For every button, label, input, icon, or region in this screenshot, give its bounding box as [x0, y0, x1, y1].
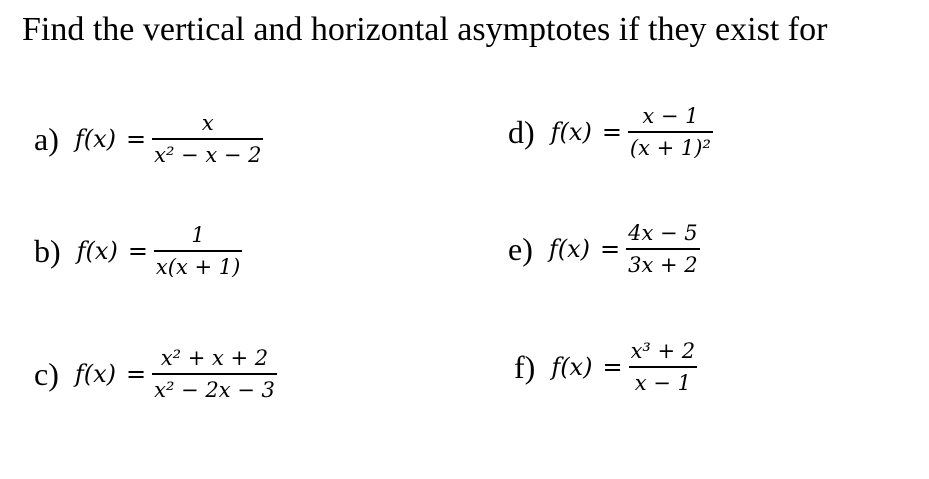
- problem-letter: e): [508, 230, 533, 267]
- numerator: x: [201, 111, 214, 135]
- fraction: [629, 338, 698, 396]
- equals-sign: =: [601, 117, 622, 146]
- equals-sign: =: [600, 234, 621, 263]
- denominator: 3x + 2: [628, 252, 698, 277]
- problem-letter: f): [514, 348, 536, 385]
- numerator: x² + x + 2: [160, 346, 269, 370]
- function-name: f(x): [548, 234, 591, 263]
- problem-letter: b): [34, 232, 61, 269]
- function-name: f(x): [551, 352, 593, 381]
- equals-sign: =: [602, 352, 623, 381]
- fraction-bar: [154, 250, 242, 252]
- problem-letter: d): [508, 113, 535, 150]
- denominator: (x + 1)²: [629, 135, 711, 160]
- denominator: x(x + 1): [155, 254, 241, 279]
- fraction-bar: [626, 248, 700, 250]
- function-name: f(x): [74, 124, 117, 153]
- fraction-bar: [629, 366, 698, 368]
- problem-f: [514, 338, 697, 396]
- fraction: [152, 345, 277, 403]
- function-name: f(x): [550, 117, 592, 146]
- equals-sign: =: [126, 359, 147, 388]
- denominator: x² − 2x − 3: [154, 377, 275, 402]
- numerator: x³ + 2: [630, 339, 696, 363]
- numerator: 1: [191, 223, 205, 247]
- fraction-bar: [152, 138, 263, 140]
- numerator: x − 1: [642, 104, 699, 128]
- numerator: 4x − 5: [628, 221, 698, 245]
- fraction: [626, 220, 700, 278]
- equals-sign: =: [126, 124, 147, 153]
- problem-a: [34, 110, 263, 168]
- problem-b: [34, 222, 242, 280]
- equals-sign: =: [127, 236, 148, 265]
- instruction-heading: Find the vertical and horizontal asymptotes if they exist for: [22, 11, 828, 48]
- function-name: f(x): [74, 359, 117, 388]
- problem-letter: c): [34, 355, 59, 392]
- problem-d: [508, 103, 713, 161]
- fraction-bar: [628, 131, 713, 133]
- problem-letter: a): [34, 120, 59, 157]
- function-name: f(x): [76, 236, 118, 265]
- fraction: [154, 222, 242, 280]
- fraction: [152, 110, 263, 168]
- fraction-bar: [152, 373, 277, 375]
- fraction: [628, 103, 713, 161]
- denominator: x² − x − 2: [154, 142, 262, 167]
- problem-e: [508, 220, 700, 278]
- denominator: x − 1: [634, 370, 691, 395]
- problem-c: [34, 345, 277, 403]
